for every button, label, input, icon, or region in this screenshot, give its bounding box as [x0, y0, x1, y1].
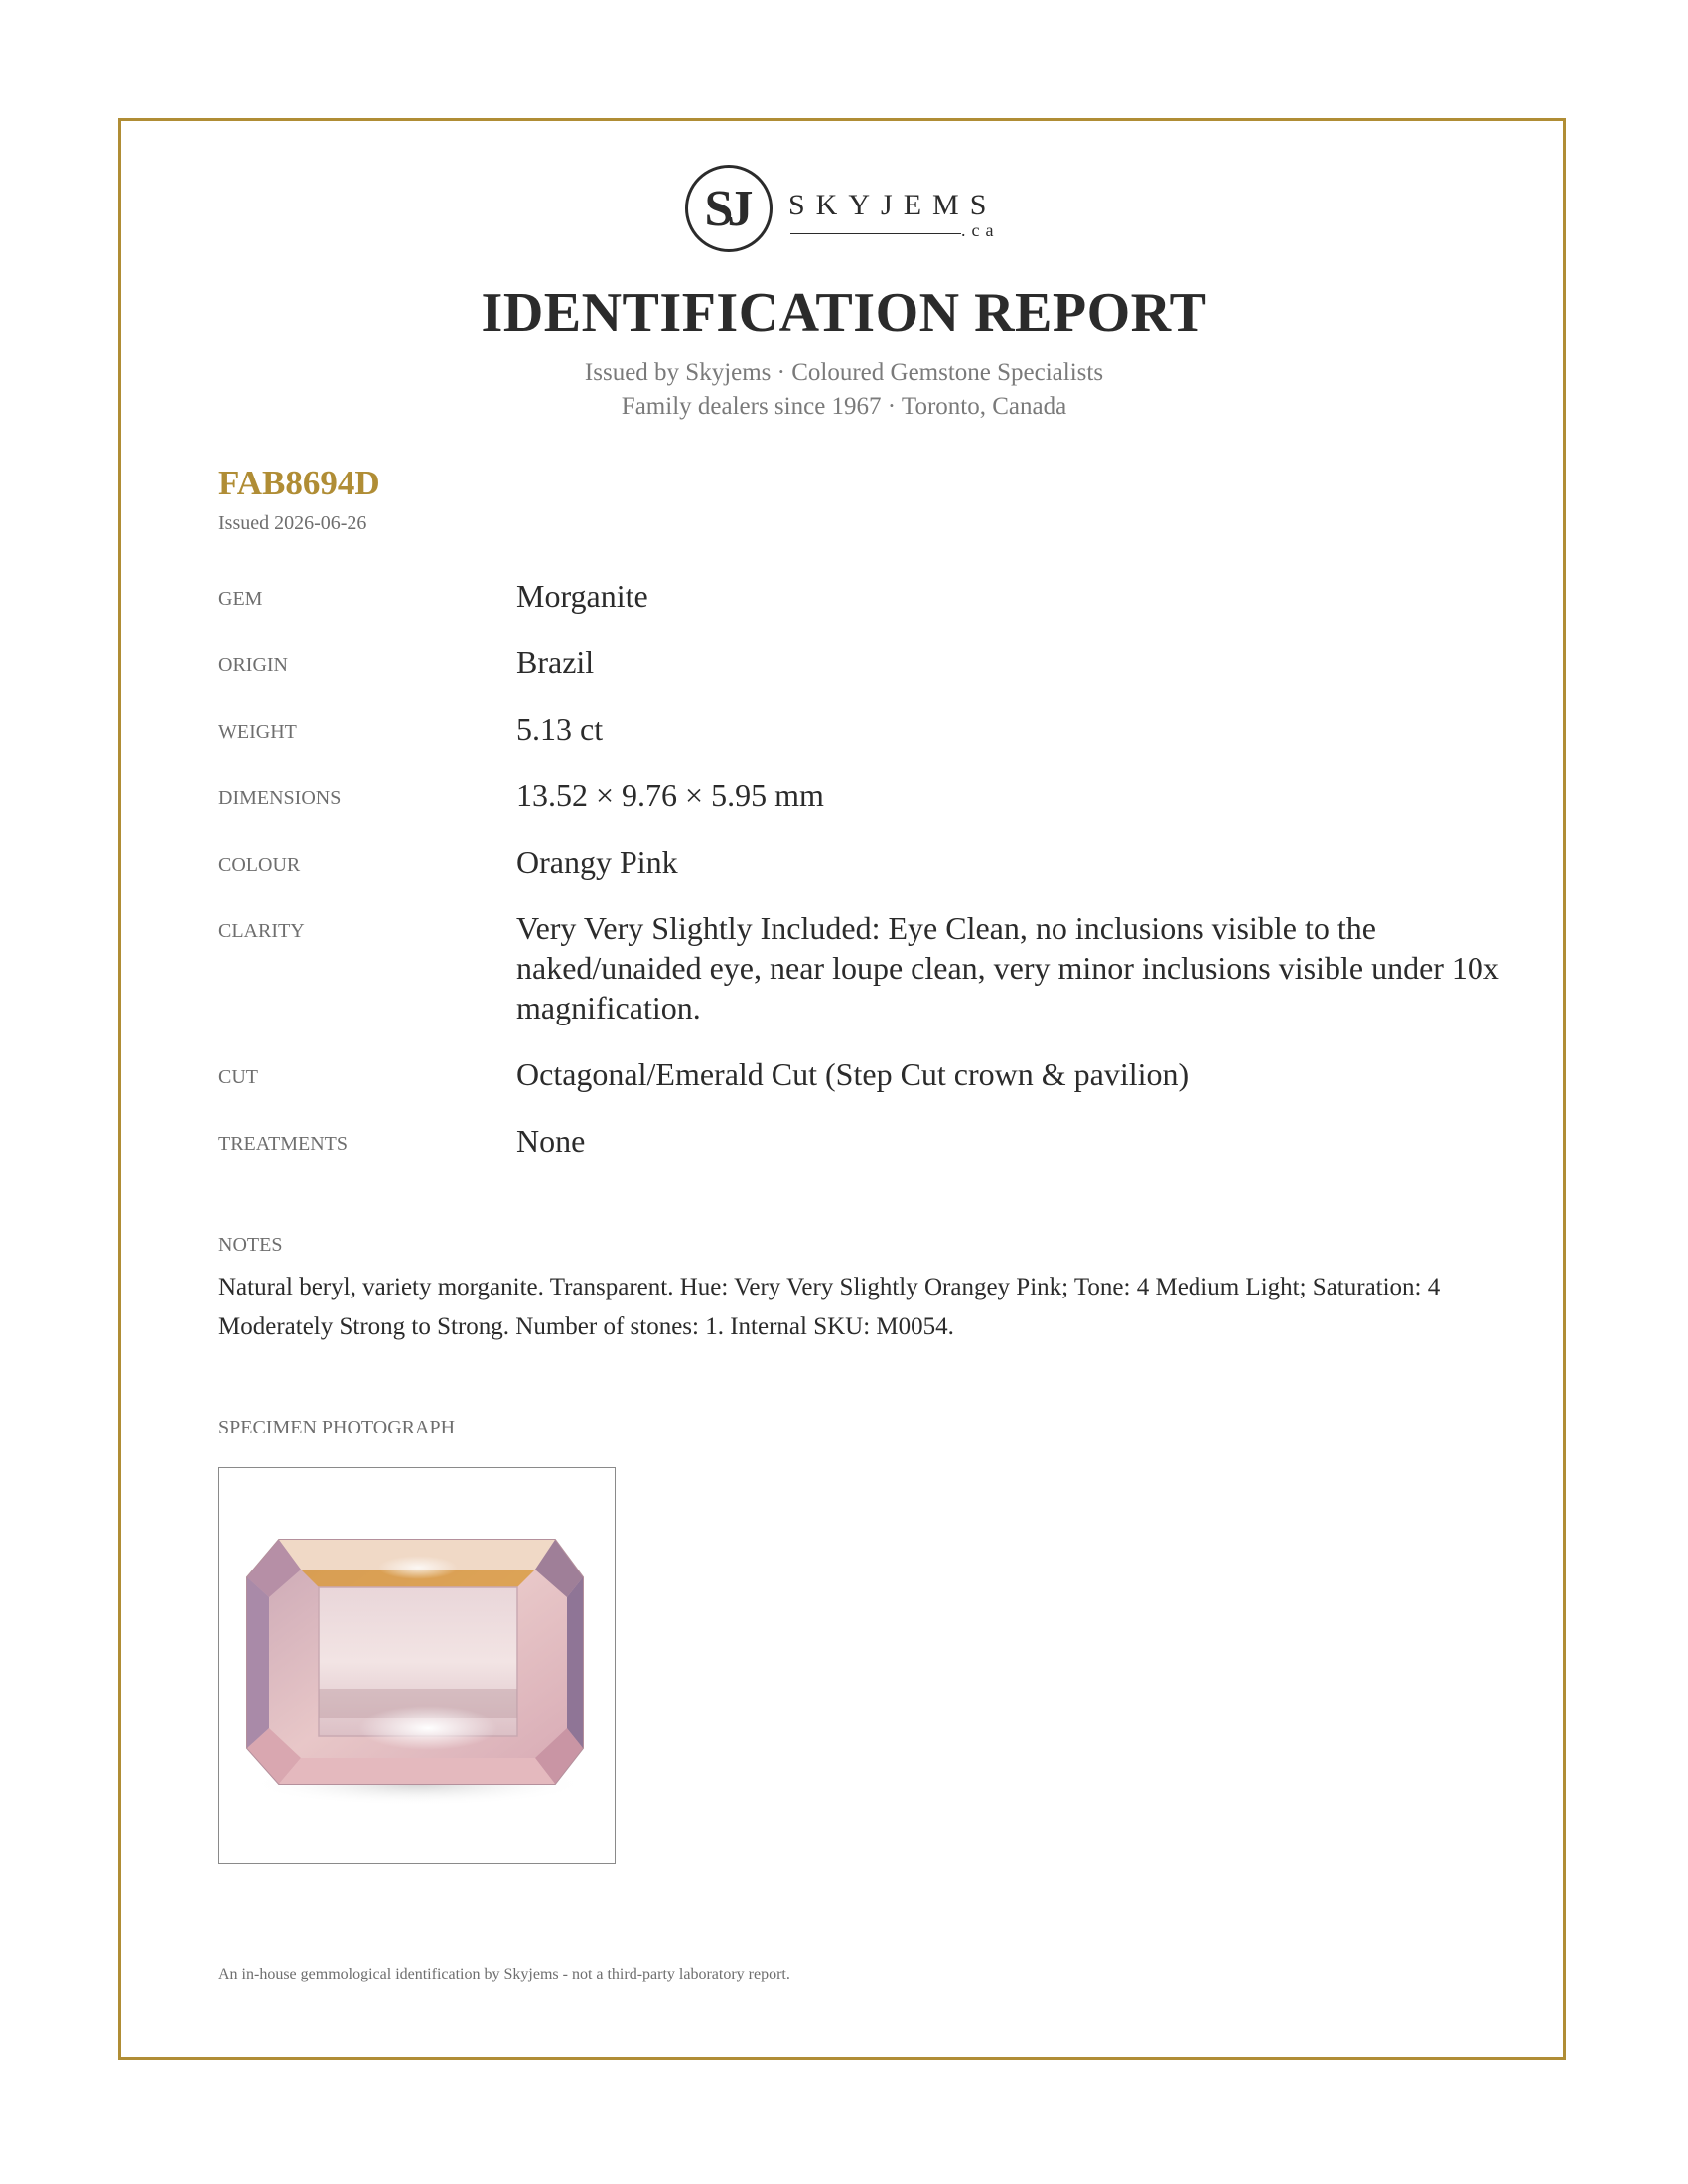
report-title: IDENTIFICATION REPORT: [481, 282, 1207, 343]
field-label: TREATMENTS: [218, 1133, 348, 1155]
photo-label: SPECIMEN PHOTOGRAPH: [218, 1417, 456, 1438]
field-value: 13.52 × 9.76 × 5.95 mm: [516, 777, 824, 813]
notes-text: Natural beryl, variety morganite. Transparent. Hue: Very Very Slightly Orangey Pink; Tone: 4 Medium Light; Saturation: 4 Moderately Strong to Strong. Number of stones: 1. Internal SKU: M0054.: [218, 1274, 1441, 1340]
specimen-photo: [218, 1467, 616, 1864]
field-row-gem: [218, 576, 1509, 615]
field-row-clarity: [218, 908, 1509, 1027]
field-row-origin: [218, 642, 1509, 682]
field-value: 5.13 ct: [516, 711, 604, 747]
brand-name: SKYJEMS: [788, 189, 998, 221]
field-row-cut: [218, 1054, 1509, 1094]
field-row-treatments: [218, 1121, 1509, 1160]
monogram-icon: SJ: [685, 165, 773, 252]
field-value: Morganite: [516, 578, 648, 614]
field-value: Orangy Pink: [516, 844, 678, 880]
field-value: None: [516, 1123, 586, 1159]
field-value: Very Very Slightly Included: Eye Clean, no inclusions visible to the naked/unaided eye, near loupe clean, very minor inclusions visible under 10x magnification.: [516, 910, 1499, 1025]
emerald-cut-morganite-icon: [219, 1468, 615, 1863]
disclaimer: An in-house gemmological identification by Skyjems - not a third-party laboratory report.: [218, 1966, 790, 1982]
brand-tld: .ca: [961, 220, 1000, 240]
field-label: GEM: [218, 588, 263, 610]
issue-date: Issued 2026-06-26: [218, 512, 367, 534]
dealer-line: Family dealers since 1967 · Toronto, Canada: [621, 393, 1067, 420]
field-row-dimensions: [218, 775, 1509, 815]
field-label: CLARITY: [218, 920, 305, 942]
field-label: WEIGHT: [218, 721, 297, 743]
gem-details: [218, 576, 1509, 1187]
report-number: FAB8694D: [218, 464, 380, 502]
field-value: Octagonal/Emerald Cut (Step Cut crown & pavilion): [516, 1056, 1190, 1092]
field-row-colour: [218, 842, 1509, 882]
issuer-line: Issued by Skyjems · Coloured Gemstone Specialists: [584, 359, 1104, 386]
logo-rule: [790, 233, 961, 234]
brand-logo: [685, 165, 1013, 264]
notes-label: NOTES: [218, 1234, 283, 1256]
field-label: ORIGIN: [218, 654, 288, 676]
field-label: COLOUR: [218, 854, 301, 876]
field-value: Brazil: [516, 644, 595, 680]
field-row-weight: [218, 709, 1509, 749]
field-label: CUT: [218, 1066, 258, 1088]
field-label: DIMENSIONS: [218, 787, 342, 809]
